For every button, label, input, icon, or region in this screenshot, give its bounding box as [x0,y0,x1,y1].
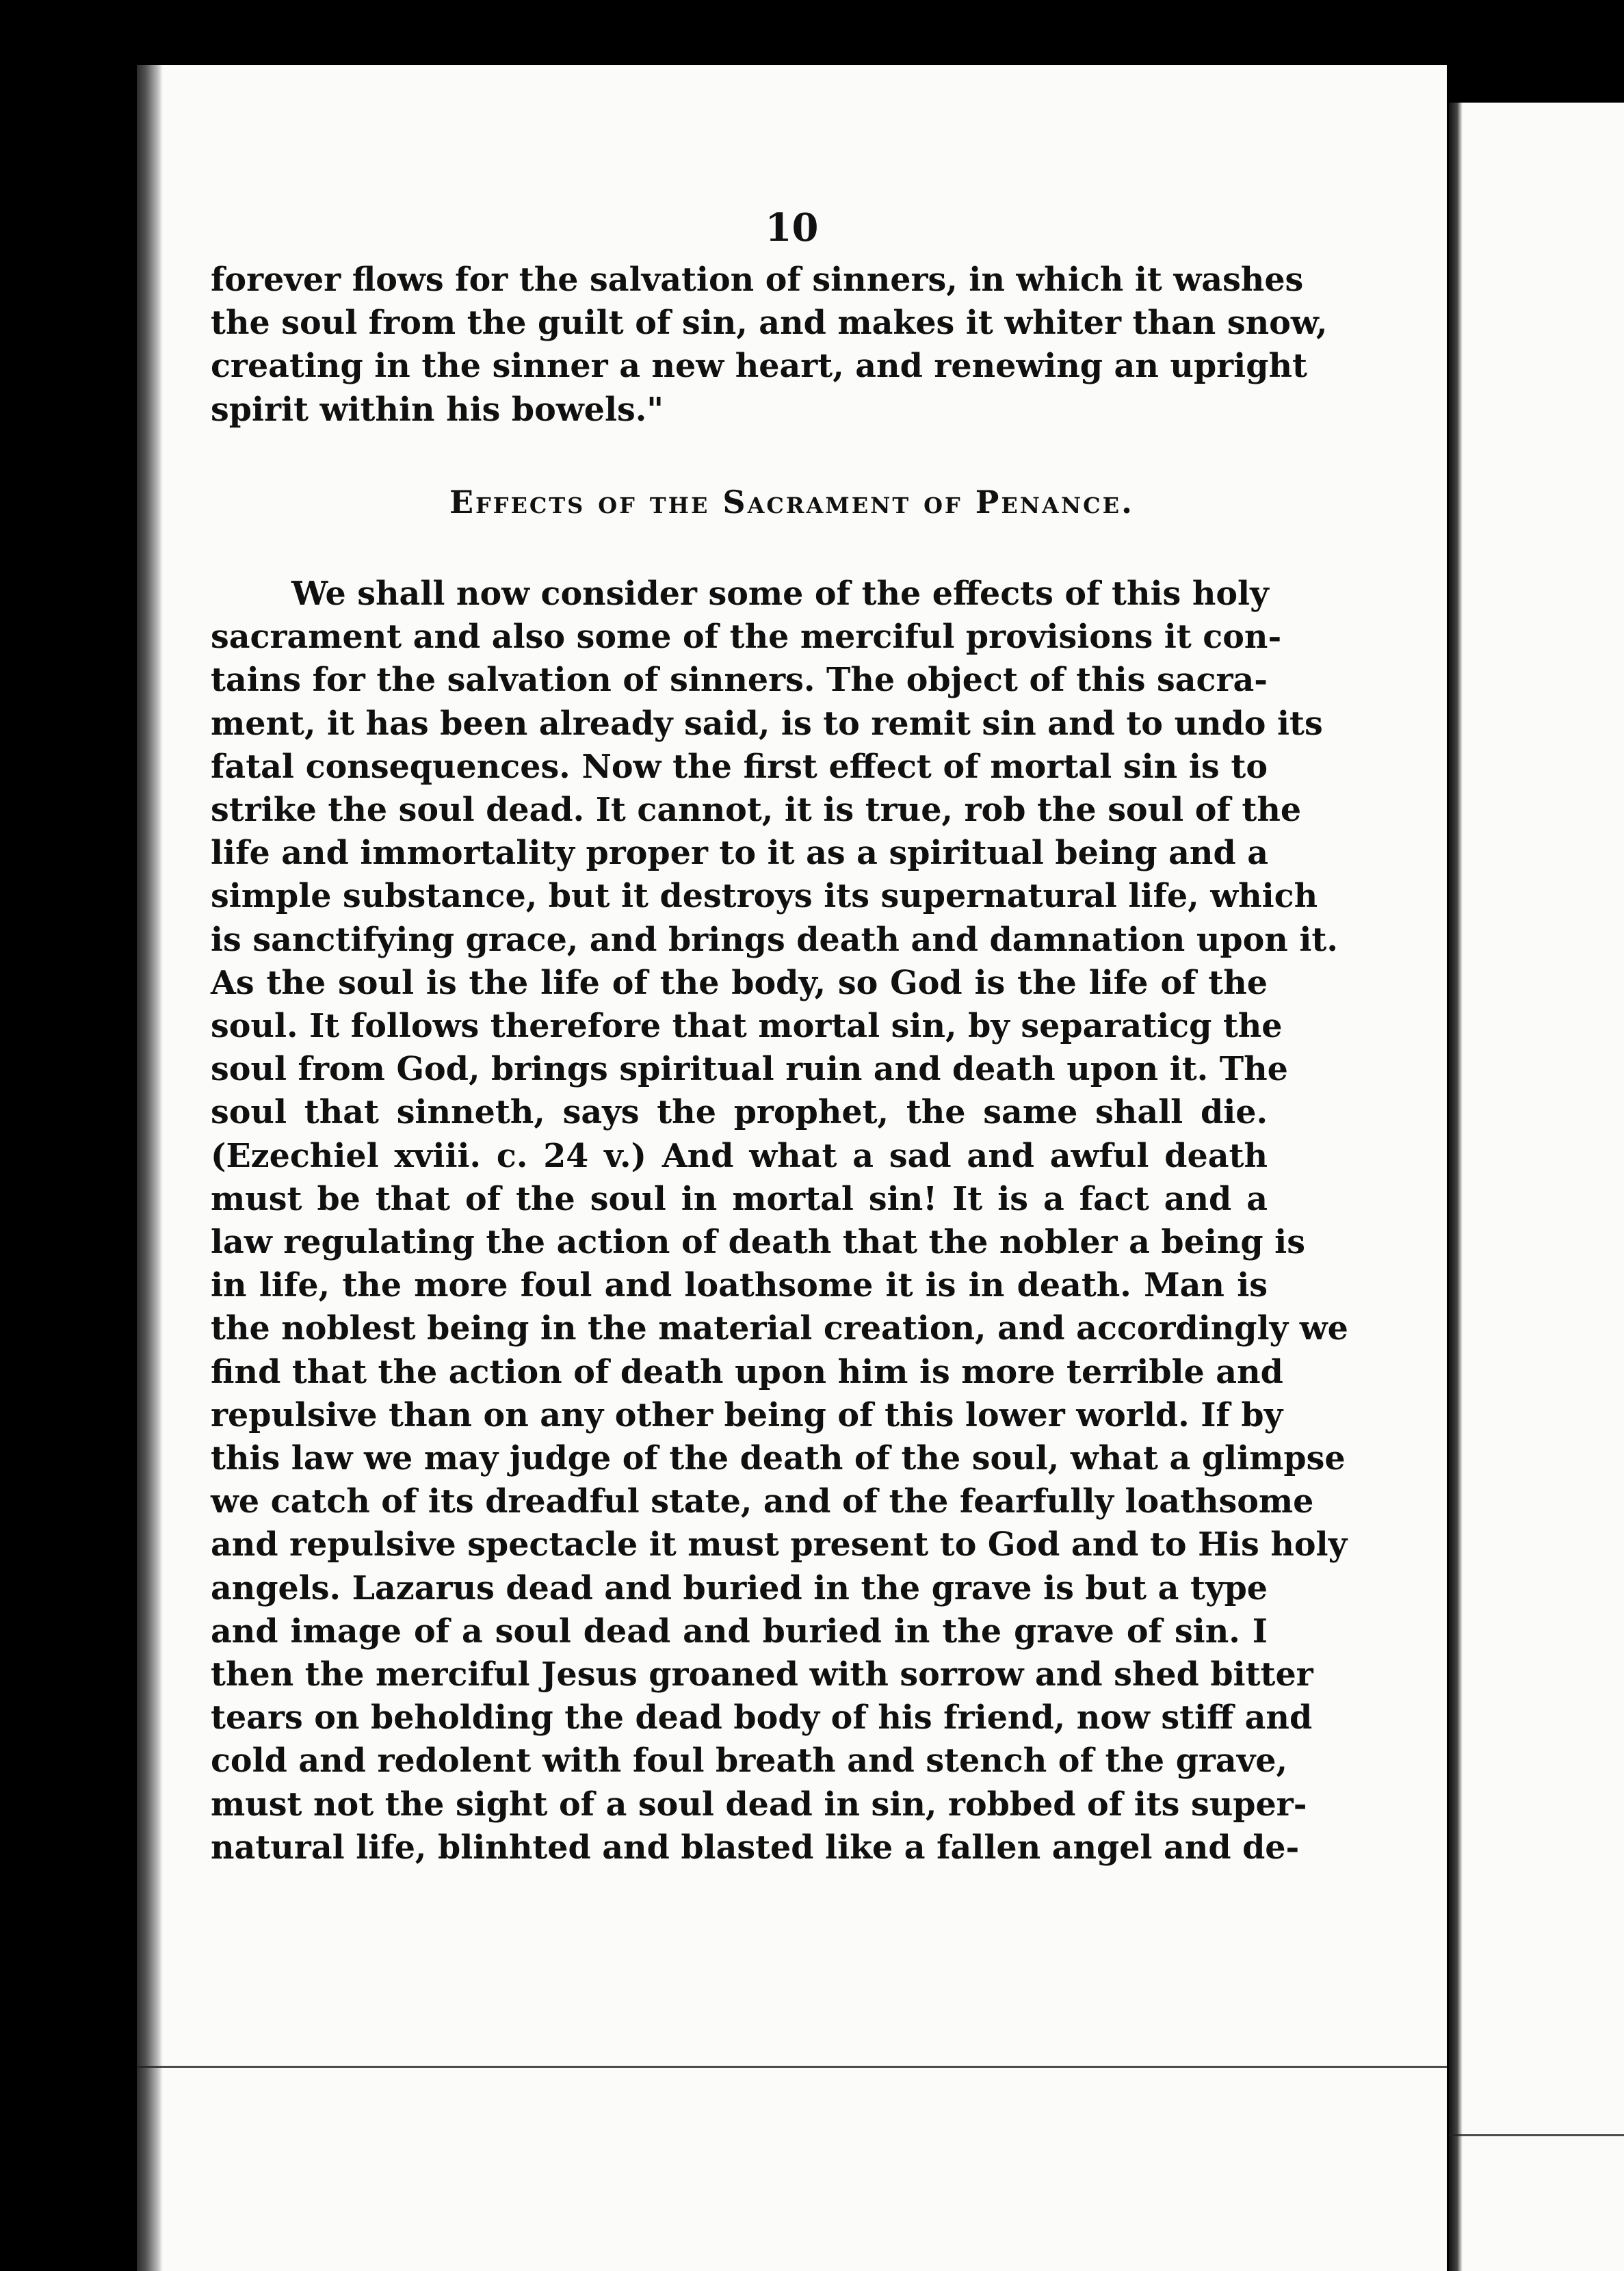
text-line: As the soul is the life of the body, so God is the life of the [211,963,1268,1002]
text-line: We shall now consider some of the effects of this holy [291,575,1269,613]
adjacent-page-edge [1449,103,1624,2271]
text-line: soul that sinneth, says the prophet, the same shall die. [211,1093,1268,1132]
text-line: law regulating the action of death that the nobler a being is [211,1223,1305,1262]
text-line: creating in the sinner a new heart, and renewing an upright [211,347,1307,386]
text-line: and repulsive spectacle it must present to God and to His holy [211,1525,1348,1564]
text-line: and image of a soul dead and buried in the grave of sin. I [211,1612,1268,1651]
page-number: 10 [765,205,819,250]
text-line: soul from God, brings spiritual ruin and death upon it. The [211,1050,1288,1089]
text-line: cold and redolent with foul breath and stench of the grave, [211,1742,1288,1781]
text-line: we catch of its dreadful state, and of the fearfully loathsome [211,1482,1314,1521]
text-line: find that the action of death upon him is more terrible and [211,1352,1283,1391]
text-line: must not the sight of a soul dead in sin, robbed of its super- [211,1785,1307,1824]
text-line: must be that of the soul in mortal sin! It is a fact and a [211,1179,1268,1218]
text-line: tains for the salvation of sinners. The object of this sacra- [211,661,1268,700]
text-line: (Ezechiel xviii. c. 24 v.) And what a sad and awful death [211,1136,1268,1175]
text-line: natural life, blinhted and blasted like a fallen angel and de- [211,1828,1300,1867]
text-line: strike the soul dead. It cannot, it is true, rob the soul of the [211,791,1302,830]
text-line: forever flows for the salvation of sinners, in which it washes [211,261,1304,299]
body-paragraph [211,573,1348,1869]
adjacent-page-rule [1449,2134,1624,2136]
text-line: life and immortality proper to it as a spiritual being and a [211,834,1268,873]
text-line: in life, the more foul and loathsome it is in death. Man is [211,1266,1268,1305]
text-line: simple substance, but it destroys its supernatural life, which [211,877,1318,916]
text-line: is sanctifying grace, and brings death and damnation upon it. [211,920,1338,959]
text-line: fatal consequences. Now the first effect of mortal sin is to [211,747,1268,786]
text-line: the noblest being in the material creation, and accordingly we [211,1309,1348,1348]
text-line: spirit within his bowels." [211,390,664,429]
page-bottom-rule [137,2066,1447,2068]
text-line: repulsive than on any other being of this lower world. If by [211,1395,1283,1434]
continuation-paragraph [211,259,1328,432]
text-line: then the merciful Jesus groaned with sorrow and shed bitter [211,1655,1313,1694]
text-line: this law we may judge of the death of the soul, what a glimpse [211,1439,1346,1478]
text-line: tears on beholding the dead body of his friend, now stiff and [211,1698,1313,1737]
text-line: soul. It follows therefore that mortal sin, by separaticg the [211,1007,1283,1046]
text-line: the soul from the guilt of sin, and makes it whiter than snow, [211,304,1328,343]
text-line: ment, it has been already said, is to remit sin and to undo its [211,704,1323,743]
book-page [137,65,1447,2271]
text-line: angels. Lazarus dead and buried in the grave is but a type [211,1568,1268,1607]
text-line: sacrament and also some of the merciful provisions it con- [211,618,1282,657]
section-heading: Effects of the Sacrament of Penance. [449,484,1134,521]
